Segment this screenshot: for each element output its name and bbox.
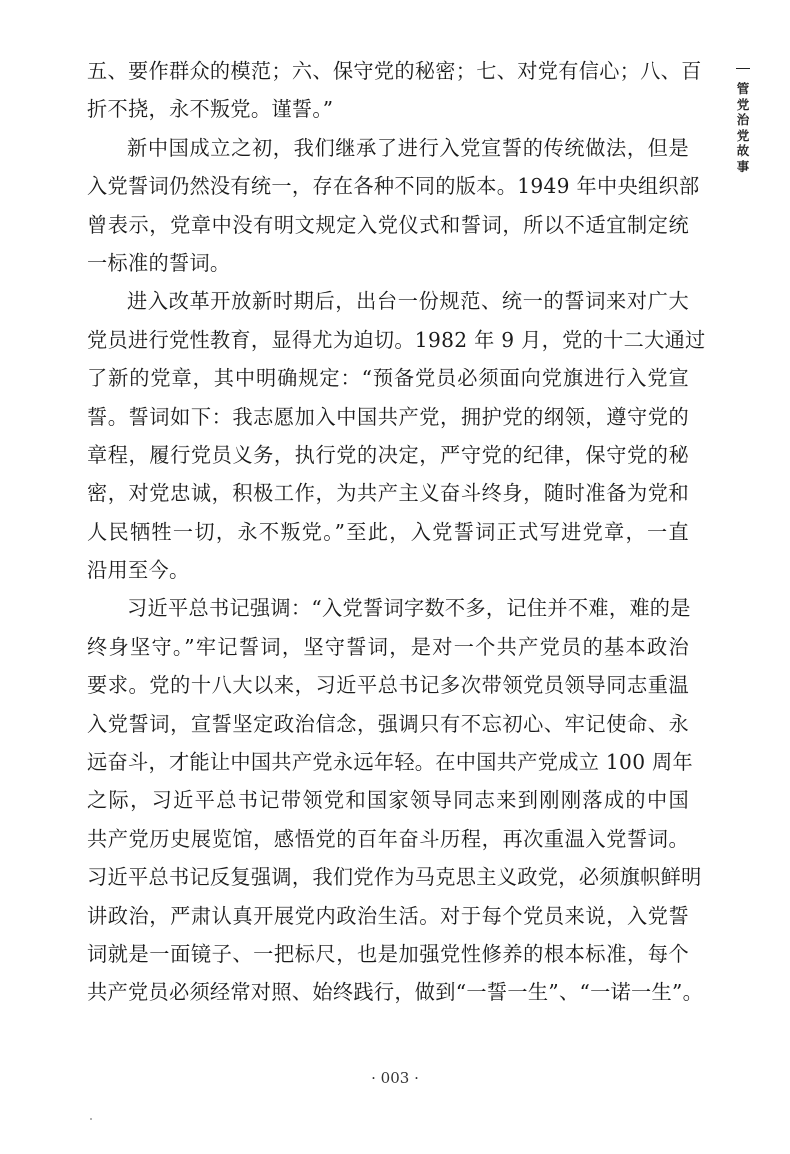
text-line: 党员进行党性教育，显得尤为迫切。1982 年 9 月，党的十二大通过 [87, 327, 706, 352]
text-line: 入党誓词，宣誓坚定政治信念，强调只有不忘初心、牢记使命、永 [87, 711, 689, 736]
text-line: 密，对党忠诚，积极工作，为共产主义奋斗终身，随时准备为党和 [87, 481, 689, 506]
side-label-char: 事 [736, 158, 750, 174]
side-label-char: 管 [736, 81, 750, 96]
side-label-char: 党 [736, 96, 750, 112]
page-number: · 003 · [371, 1069, 419, 1087]
side-label-char: 故 [736, 143, 750, 158]
text-line: 进入改革开放新时期后，出台一份规范、统一的誓词来对广大 [127, 289, 689, 314]
text-line: 共产党历史展览馆，感悟党的百年奋斗历程，再次重温入党誓词。 [87, 826, 689, 851]
text-line: 终身坚守。”牢记誓词，坚守誓词，是对一个共产党员的基本政治 [87, 634, 689, 659]
text-line: 新中国成立之初，我们继承了进行入党宣誓的传统做法，但是 [127, 135, 689, 160]
text-line: 入党誓词仍然没有统一，存在各种不同的版本。1949 年中央组织部 [87, 174, 700, 199]
text-line: 沿用至今。 [87, 558, 190, 583]
text-line: 词就是一面镜子、一把标尺，也是加强党性修养的根本标准，每个 [87, 941, 689, 966]
body-text [87, 52, 706, 1012]
side-label-char: 党 [736, 127, 750, 143]
text-line: 讲政治，严肃认真开展党内政治生活。对于每个党员来说，入党誓 [87, 903, 689, 928]
text-line: 之际，习近平总书记带领党和国家领导同志来到刚刚落成的中国 [87, 788, 689, 813]
text-line: 习近平总书记反复强调，我们党作为马克思主义政党，必须旗帜鲜明 [87, 865, 702, 890]
text-line: 远奋斗，才能让中国共产党永远年轻。在中国共产党成立 100 周年 [87, 750, 694, 775]
text-line: 了新的党章，其中明确规定：“预备党员必须面向党旗进行入党宣 [87, 366, 689, 391]
section-dash [736, 68, 750, 75]
text-line: 共产党员必须经常对照、始终践行，做到“一誓一生”、“一诺一生”。 [87, 980, 704, 1005]
text-line: 人民牺牲一切，永不叛党。”至此，入党誓词正式写进党章，一直 [87, 519, 689, 544]
speck [90, 1118, 92, 1120]
text-line: 誓。誓词如下：我志愿加入中国共产党，拥护党的纲领，遵守党的 [87, 404, 689, 429]
text-line: 五、要作群众的模范；六、保守党的秘密；七、对党有信心；八、百 [87, 59, 702, 83]
text-line: 要求。党的十八大以来，习近平总书记多次带领党员领导同志重温 [87, 673, 689, 698]
text-line: 章程，履行党员义务，执行党的决定，严守党的纪律，保守党的秘 [87, 442, 689, 467]
text-line: 一标准的誓词。 [87, 250, 231, 275]
side-label-char: 治 [736, 112, 750, 127]
text-line: 折不挠，永不叛党。谨誓。” [87, 97, 334, 122]
text-line: 习近平总书记强调：“入党誓词字数不多，记住并不难，难的是 [127, 596, 691, 621]
text-line: 曾表示，党章中没有明文规定入党仪式和誓词，所以不适宜制定统 [87, 212, 689, 237]
section-side-label [733, 68, 753, 174]
